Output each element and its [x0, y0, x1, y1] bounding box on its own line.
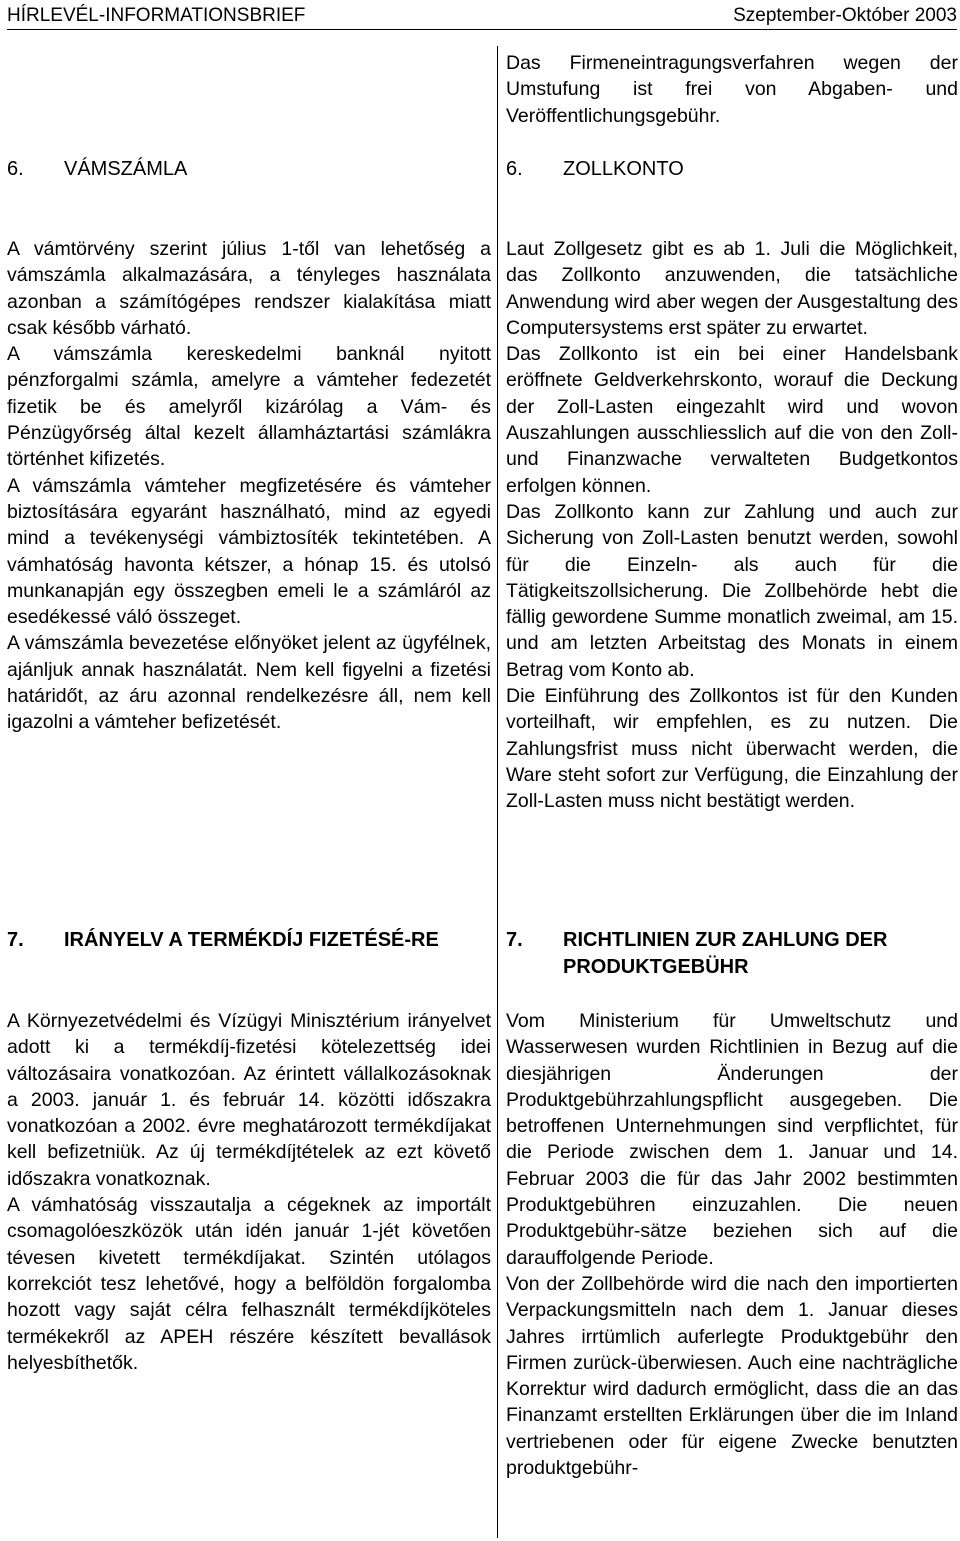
section6-hu-title: VÁMSZÁMLA — [64, 158, 188, 180]
page-header — [7, 3, 957, 30]
section7-de-paragraph: Vom Ministerium für Umweltschutz und Wasserwesen wurden Richtlinien in Bezug auf die diesjährigen Änderungen der Produktgebührzahlungspflicht ausgegeben. Die betroffenen Unternehmungen sind verpflichtet, für die Periode zwischen dem 1. Januar und 14. Februar 2003 die für das Jahr 2002 bestimmten Produktgebühren einzuzahlen. Die neuen Produktgebühr-sätze beziehen sich auf die darauffolgende Periode. — [506, 1010, 958, 1269]
section7-body-de — [506, 1008, 958, 1481]
section7-body-hu — [7, 1008, 491, 1376]
section6-de-number: 6. — [506, 158, 523, 180]
section7-de-title: RICHTLINIEN ZUR ZAHLUNG DER PRODUKTGEBÜHR — [563, 929, 888, 978]
issue-date: Szeptember-Október 2003 — [733, 5, 957, 26]
section6-hu-paragraph: A vámtörvény szerint július 1-től van lehetőség a vámszámla alkalmazására, a tényleges használata azonban a számítógépes rendszer kialakítása miatt csak később várható. — [7, 238, 491, 339]
section6-hu-number: 6. — [7, 158, 24, 180]
section7-hu-paragraph: A vámhatóság visszautalja a cégeknek az importált csomagolóeszközök után idén január 1-jét követően tévesen kivetett termékdíjakat. Szintén utólagos korrekciót tesz lehetővé, hogy a belföldön forgalomba hozott vagy saját célra felhasznált termékdíjköteles termékekről az APEH részére készített bevallások helyesbíthetők. — [7, 1194, 491, 1374]
section6-hu-paragraph: A vámszámla bevezetése előnyöket jelent az ügyfélnek, ajánljuk annak használatát. Nem kell figyelni a fizetési határidőt, az áru azonnal rendelkezésre áll, nem kell igazolni a vámteher befizetését. — [7, 632, 491, 734]
section6-de-paragraph: Die Einführung des Zollkontos ist für den Kunden vorteilhaft, wir empfehlen, es zu nutzen. Die Zahlungsfrist muss nicht überwacht werden, die Ware steht sofort zur Verfügung, die Einzahlung der Zoll-Lasten muss nicht bestätigt werden. — [506, 685, 958, 813]
section7-de-paragraph: Von der Zollbehörde wird die nach den importierten Verpackungsmitteln nach dem 1. Januar dieses Jahres irrtümlich auferlegte Produktgebühr den Firmen zurück-überwiesen. Auch eine nachträgliche Korrektur wird dadurch ermöglicht, dass die an das Finanzamt erstellten Erklärungen über die im Inland vertriebenen oder für eigene Zwecke benutzten produktgebühr- — [506, 1272, 958, 1480]
column-divider — [497, 46, 498, 1538]
section6-de-paragraph: Laut Zollgesetz gibt es ab 1. Juli die Möglichkeit, das Zollkonto anzuwenden, die tatsächliche Anwendung wird aber wegen der Ausgestaltung des Computersystems erst später zu erwartet. — [506, 238, 958, 339]
section7-hu-title: IRÁNYELV A TERMÉKDÍJ FIZETÉSÉ-RE — [64, 929, 439, 951]
section6-de-paragraph: Das Zollkonto kann zur Zahlung und auch zur Sicherung von Zoll-Lasten benutzt werden, sowohl für die Einzeln- als auch für die Tätigkeitszollsicherung. Die Zollbehörde hebt die fällig gewordene Summe monatlich zweimal, am 15. und am letzten Arbeitstag des Monats in einem Betrag vom Konto ab. — [506, 500, 958, 681]
section7-hu-paragraph: A Környezetvédelmi és Vízügyi Minisztérium irányelvet adott ki a termékdíj-fizetési kötelezettség idei változásaira vonatkozóan. Az érintett vállalkozásoknak a 2003. január 1. és február 14. közötti időszakra vonatkozóan a 2002. évre meghatározott termékdíjakat kell befizetniük. Az új termékdíjtételek az ezt követő időszakra vonatkoznak. — [7, 1010, 491, 1190]
newsletter-title: HÍRLEVÉL-INFORMATIONSBRIEF — [7, 5, 306, 26]
section6-body-de — [506, 236, 958, 815]
section7-hu-number: 7. — [7, 929, 24, 951]
section6-body-hu — [7, 236, 491, 736]
section6-de-title: ZOLLKONTO — [563, 158, 684, 180]
section6-hu-paragraph: A vámszámla kereskedelmi banknál nyitott pénzforgalmi számla, amelyre a vámteher fedezetét fizetik be és amelyről kizárólag a Vám- és Pénzügyőrség által kezelt államháztartási számlákra történhet kifizetés. — [7, 343, 491, 471]
section6-de-paragraph: Das Zollkonto ist ein bei einer Handelsbank eröffnete Geldverkehrskonto, worauf die Deckung der Zoll-Lasten eingezahlt wird und wovon Auszahlungen ausschliesslich auf die von den Zoll- und Finanzwache verwalteten Budgetkontos erfolgen können. — [506, 343, 958, 497]
de-intro-paragraph: Das Firmeneintragungsverfahren wegen der Umstufung ist frei von Abgaben- und Veröffentlichungsgebühr. — [506, 52, 958, 127]
section6-hu-paragraph: A vámszámla vámteher megfizetésére és vámteher biztosítására egyaránt használható, mind az egyedi mind a tevékenységi vámbiztosíték tekintetében. A vámhatóság havonta kétszer, a hónap 15. és utolsó munkanapján egy összegben emeli le a számláról az esedékessé váló összeget. — [7, 474, 491, 629]
section7-de-number: 7. — [506, 929, 523, 951]
de-intro — [506, 50, 958, 129]
